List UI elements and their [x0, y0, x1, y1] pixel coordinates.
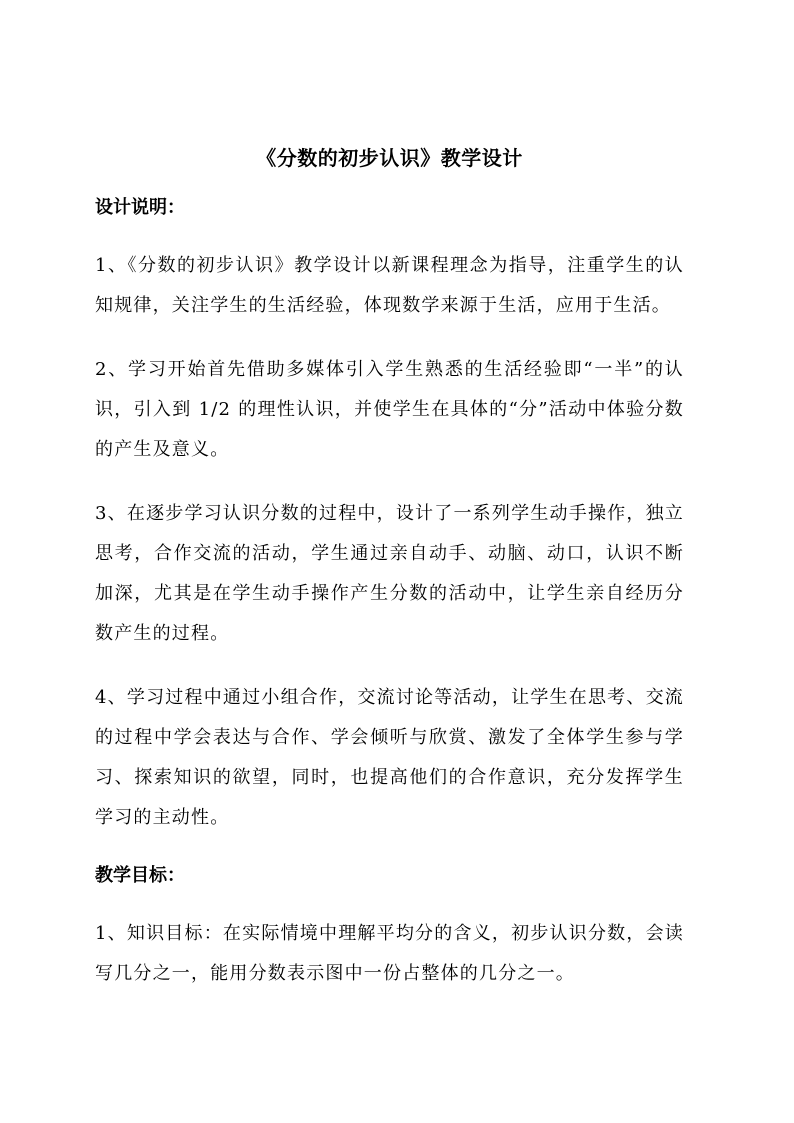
- section-heading-design-notes: 设计说明：: [95, 197, 185, 218]
- design-note-4: 4、学习过程中通过小组合作，交流讨论等活动，让学生在思考、交流的过程中学会表达与合作、学会倾听与欣赏、激发了全体学生参与学习、探索知识的欲望，同时，也提高他们的合作意识，充分发挥学生学习的主动性。: [95, 687, 684, 828]
- teaching-goal-1: 1、知识目标：在实际情境中理解平均分的含义，初步认识分数，会读写几分之一，能用分数表示图中一份占整体的几分之一。: [95, 923, 684, 984]
- document-title: 《分数的初步认识》教学设计: [256, 146, 523, 170]
- design-note-2: 2、学习开始首先借助多媒体引入学生熟悉的生活经验即“一半”的认识，引入到 1/2 的理性认识，并使学生在具体的“分”活动中体验分数的产生及意义。: [95, 359, 684, 460]
- section-heading-teaching-goals: 教学目标：: [95, 865, 185, 886]
- design-note-3: 3、在逐步学习认识分数的过程中，设计了一系列学生动手操作，独立思考，合作交流的活动，学生通过亲自动手、动脑、动口，认识不断加深，尤其是在学生动手操作产生分数的活动中，让学生亲自经历分数产生的过程。: [95, 503, 684, 644]
- design-note-1: 1、《分数的初步认识》教学设计以新课程理念为指导，注重学生的认知规律，关注学生的生活经验，体现数学来源于生活，应用于生活。: [95, 255, 684, 316]
